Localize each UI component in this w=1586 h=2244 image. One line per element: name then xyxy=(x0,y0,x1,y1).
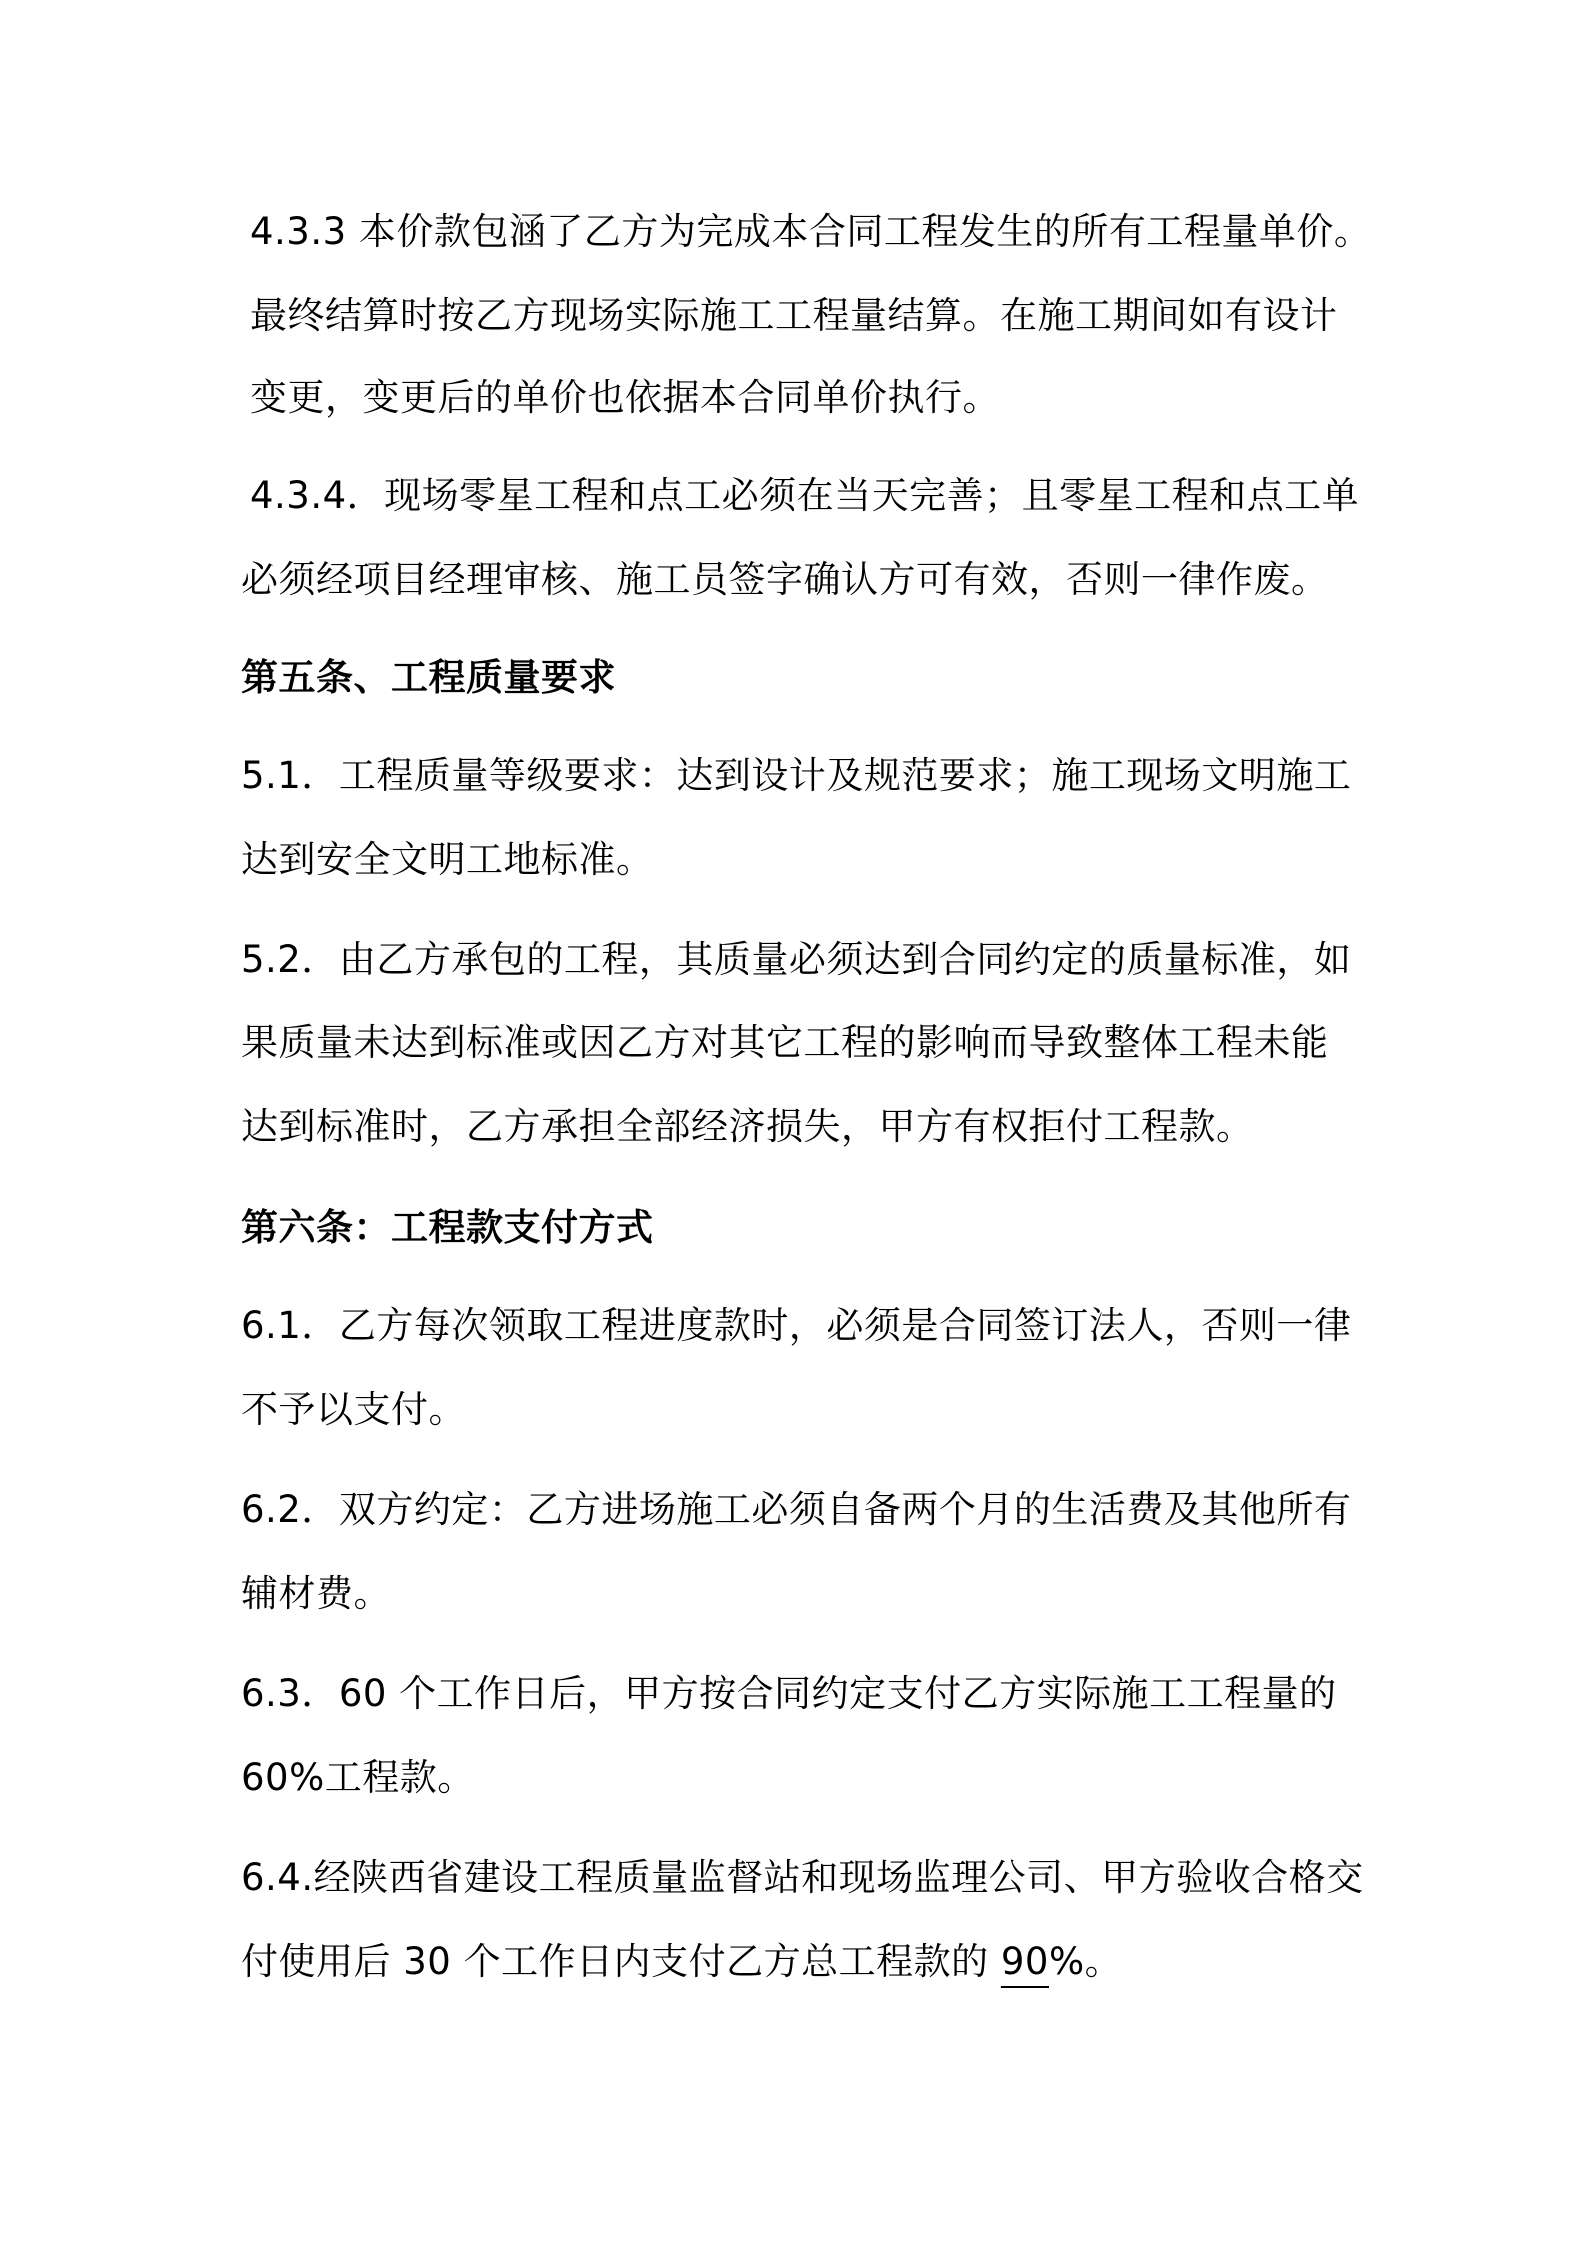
last-line-suffix: %。 xyxy=(1048,1940,1123,1983)
paragraph-line: 必须经项目经理审核、施工员签字确认方可有效，否则一律作废。 xyxy=(241,558,1329,601)
paragraph-line: 6.1．乙方每次领取工程进度款时，必须是合同签订法人，否则一律 xyxy=(241,1304,1352,1347)
section-heading: 第五条、工程质量要求 xyxy=(241,656,616,699)
paragraph-line: 4.3.4．现场零星工程和点工必须在当天完善；且零星工程和点工单 xyxy=(250,474,1360,517)
paragraph-line: 4.3.3 本价款包涵了乙方为完成本合同工程发生的所有工程量单价。 xyxy=(250,210,1372,253)
paragraph-line: 变更，变更后的单价也依据本合同单价执行。 xyxy=(250,376,1000,419)
paragraph-line: 辅材费。 xyxy=(241,1572,391,1615)
paragraph-line: 6.2．双方约定：乙方进场施工必须自备两个月的生活费及其他所有 xyxy=(241,1488,1352,1531)
paragraph-line: 达到安全文明工地标准。 xyxy=(241,838,654,881)
paragraph-line: 5.1．工程质量等级要求：达到设计及规范要求；施工现场文明施工 xyxy=(241,754,1352,797)
paragraph-line: 5.2．由乙方承包的工程，其质量必须达到合同约定的质量标准，如 xyxy=(241,938,1352,981)
underlined-percentage: 90 xyxy=(1000,1940,1049,1983)
paragraph-line: 6.4.经陕西省建设工程质量监督站和现场监理公司、甲方验收合格交 xyxy=(241,1856,1364,1899)
paragraph-line-last xyxy=(241,1936,1122,1988)
last-line-prefix: 付使用后 30 个工作日内支付乙方总工程款的 xyxy=(241,1940,1001,1983)
paragraph-line: 6.3．60 个工作日后，甲方按合同约定支付乙方实际施工工程量的 xyxy=(241,1672,1337,1715)
paragraph-line: 60%工程款。 xyxy=(241,1756,475,1799)
paragraph-line: 不予以支付。 xyxy=(241,1388,466,1431)
paragraph-line: 果质量未达到标准或因乙方对其它工程的影响而导致整体工程未能 xyxy=(241,1021,1329,1064)
section-heading: 第六条：工程款支付方式 xyxy=(241,1206,654,1249)
paragraph-line: 最终结算时按乙方现场实际施工工程量结算。在施工期间如有设计 xyxy=(250,294,1338,337)
paragraph-line: 达到标准时，乙方承担全部经济损失，甲方有权拒付工程款。 xyxy=(241,1105,1254,1148)
